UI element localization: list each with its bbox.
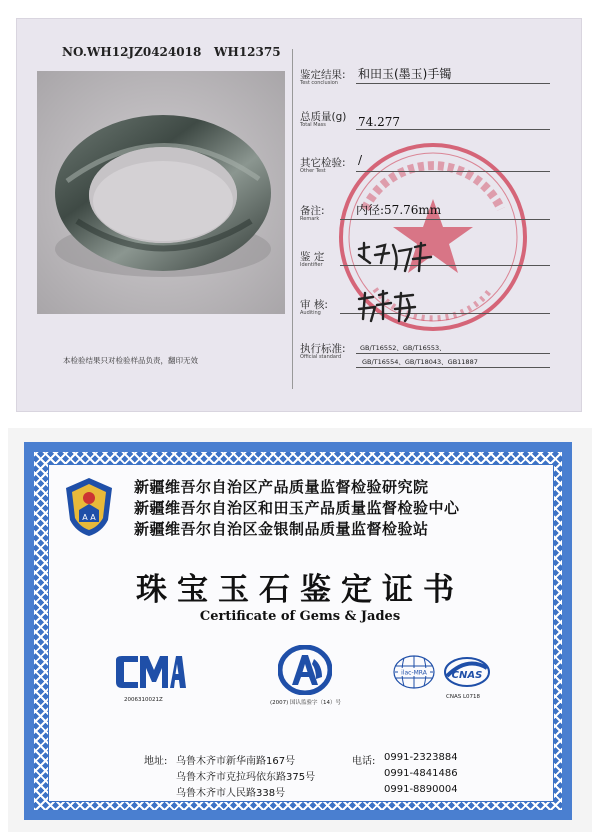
standard-line-1: GB/T16552、GB/T16553、: [360, 344, 446, 352]
standard-line-2: GB/T16554、GB/T18043、GB11887: [362, 358, 478, 366]
identifier-signature: [355, 241, 435, 277]
cal-logo-icon: [278, 645, 332, 695]
cma-caption: 2006310021Z: [124, 697, 163, 703]
remark-label-en: Remark: [300, 216, 320, 222]
field-mass: [300, 109, 550, 135]
mass-label: 总质量(g): [300, 111, 347, 123]
test-report-card: [16, 18, 582, 412]
field-other-test: [300, 155, 550, 181]
auditing-label: 审 核:: [300, 299, 328, 311]
svg-text:CNAS: CNAS: [451, 670, 483, 681]
remark-value: 内径:57.76mm: [356, 203, 442, 217]
identifier-label: 鉴 定: [300, 251, 325, 263]
ilac-mra-logo-icon: [392, 654, 436, 690]
org-line-2: 新疆维吾尔自治区和田玉产品质量监督检验中心: [134, 499, 460, 517]
address-line-2: 乌鲁木齐市克拉玛依东路375号: [176, 772, 316, 783]
identifier-label-en: Identifier: [300, 262, 323, 268]
conclusion-value: 和田玉(墨玉)手镯: [358, 67, 452, 81]
report-number-value: WH12JZ0424018: [86, 45, 202, 59]
other-test-value: /: [358, 153, 363, 167]
address-line-3: 乌鲁木齐市人民路338号: [176, 788, 286, 799]
field-conclusion: [300, 67, 550, 93]
field-remark: [300, 203, 550, 229]
report-number-secondary: WH12375: [214, 45, 281, 59]
phone-label: 电话:: [352, 756, 376, 767]
org-line-3: 新疆维吾尔自治区金银制品质量监督检验站: [134, 520, 429, 538]
org-line-1: 新疆维吾尔自治区产品质量监督检验研究院: [134, 478, 429, 496]
cma-logo-icon: [110, 652, 186, 692]
remark-label: 备注:: [300, 205, 325, 217]
field-auditing: [300, 297, 550, 323]
field-standard: [300, 341, 550, 373]
certificate-title-en: Certificate of Gems & Jades: [199, 609, 401, 624]
phone-1: 0991-2323884: [384, 752, 458, 763]
mass-label-en: Total Mass: [300, 122, 326, 128]
phone-3: 0991-8890004: [384, 784, 458, 795]
cal-caption: (2007) 国认监验字（14）号: [270, 700, 342, 706]
address-line-1: 乌鲁木齐市新华南路167号: [176, 756, 296, 767]
auditing-label-en: Auditing: [300, 310, 321, 316]
institute-emblem-icon: [62, 476, 116, 538]
cnas-logo-icon: [442, 654, 492, 690]
report-number-label: NO.: [62, 45, 87, 59]
other-test-label-en: Other Test: [300, 168, 326, 174]
bangle-photo: [37, 71, 285, 314]
svg-text:ilac-MRA: ilac-MRA: [401, 669, 427, 677]
standard-label: 执行标准:: [300, 343, 346, 355]
svg-text:A A: A A: [82, 513, 96, 522]
auditor-signature: [355, 289, 419, 325]
disclaimer-text: 本检验结果只对检验样品负责，翻印无效: [63, 356, 198, 365]
divider: [292, 49, 293, 389]
phone-2: 0991-4841486: [384, 768, 458, 779]
certificate-title: 珠宝玉石鉴定证书: [136, 572, 464, 608]
mass-value: 74.277: [358, 115, 400, 129]
address-label: 地址:: [144, 756, 168, 767]
cnas-caption: CNAS L0718: [446, 694, 481, 700]
conclusion-label: 鉴定结果:: [300, 69, 346, 81]
report-number: [62, 45, 281, 59]
standard-label-en: Official standard: [300, 354, 342, 360]
jade-bangle-image: [37, 71, 285, 314]
conclusion-label-en: Test conclusion: [300, 80, 338, 86]
other-test-label: 其它检验:: [300, 157, 346, 169]
